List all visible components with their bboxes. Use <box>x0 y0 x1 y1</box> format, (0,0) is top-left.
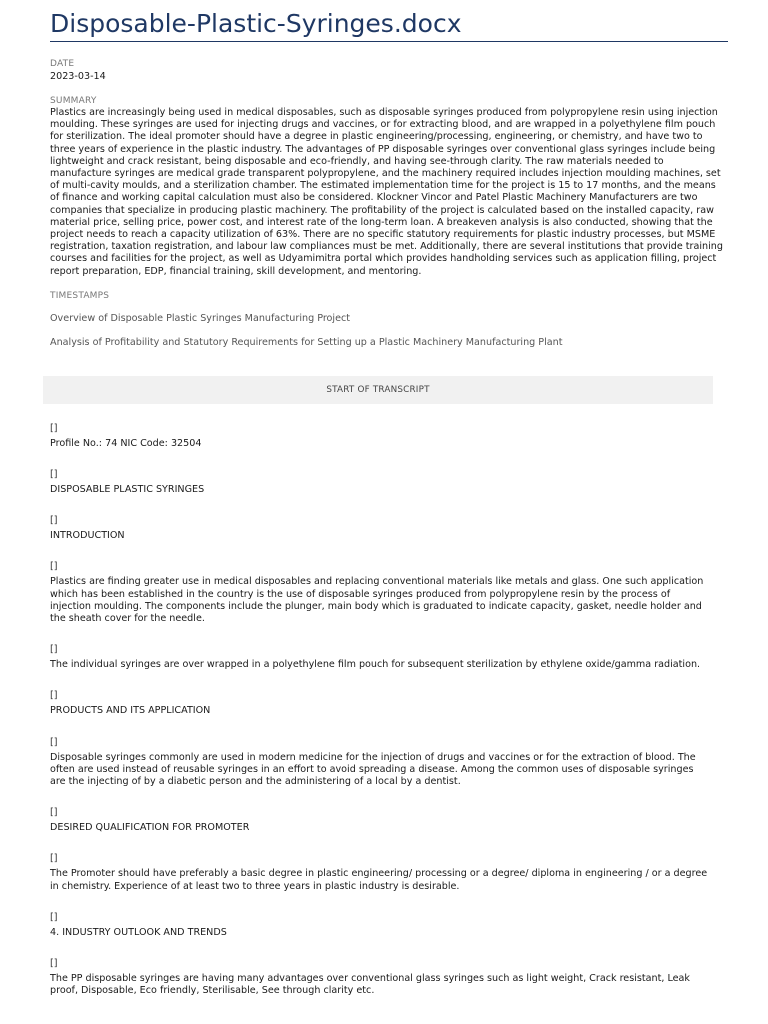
timestamp-item: Overview of Disposable Plastic Syringes Manufacturing Project <box>50 312 351 324</box>
transcript-block <box>50 561 728 625</box>
transcript-block <box>50 515 728 542</box>
transcript-banner-label: START OF TRANSCRIPT <box>326 384 430 395</box>
transcript-block <box>50 853 728 892</box>
block-text: The individual syringes are over wrapped in a polyethylene film pouch for subsequent sterilization by ethylene oxide/gamma radiation. <box>50 659 701 671</box>
block-text: PRODUCTS AND ITS APPLICATION <box>50 705 211 717</box>
transcript-block <box>50 644 728 671</box>
date-label: DATE <box>50 59 75 69</box>
summary-label: SUMMARY <box>50 96 97 106</box>
block-text: Profile No.: 74 NIC Code: 32504 <box>50 437 202 449</box>
block-marker: [] <box>50 853 58 865</box>
block-text: DESIRED QUALIFICATION FOR PROMOTER <box>50 822 250 834</box>
block-marker: [] <box>50 911 58 923</box>
block-text: Plastics are finding greater use in medical disposables and replacing conventional materials like metals and glass. One such application which has been established in the country is the use of disposable syringes produced from polypropylene resin by the process of injection moulding. The components include the plunger, main body which is graduated to indicate capacity, gasket, needle holder and the sheath cover for the needle. <box>50 576 704 625</box>
transcript-body <box>50 423 728 998</box>
transcript-block <box>50 912 728 939</box>
block-marker: [] <box>50 515 58 527</box>
date-value: 2023-03-14 <box>50 71 106 82</box>
transcript-block <box>50 423 728 450</box>
transcript-block <box>50 469 728 496</box>
timestamps-label: TIMESTAMPS <box>50 290 110 301</box>
timestamp-item: Analysis of Profitability and Statutory Requirements for Setting up a Plastic Machinery Manufacturing Plant <box>50 336 563 348</box>
document-title: Disposable-Plastic-Syringes.docx <box>50 0 728 42</box>
transcript-block <box>50 690 728 717</box>
block-marker: [] <box>50 690 58 702</box>
transcript-banner <box>43 376 713 404</box>
block-text: 4. INDUSTRY OUTLOOK AND TRENDS <box>50 926 227 938</box>
transcript-block <box>50 958 728 997</box>
block-text: INTRODUCTION <box>50 530 125 542</box>
block-marker: [] <box>50 958 58 970</box>
block-marker: [] <box>50 736 58 748</box>
transcript-block <box>50 737 728 789</box>
block-text: The PP disposable syringes are having many advantages over conventional glass syringes such as light weight, Crack resistant, Leak proof, Disposable, Eco friendly, Sterilisable, See through clarity etc. <box>50 973 690 997</box>
block-text: DISPOSABLE PLASTIC SYRINGES <box>50 484 205 496</box>
block-text: The Promoter should have preferably a basic degree in plastic engineering/ processing or a degree/ diploma in engineering / or a degree in chemistry. Experience of at least two to three years in plastic industry is desirable. <box>50 868 708 892</box>
transcript-block <box>50 807 728 834</box>
block-text: Disposable syringes commonly are used in modern medicine for the injection of drugs and vaccines or for the extraction of blood. The often are used instead of reusable syringes in an effort to avoid spreading a disease. Among the common uses of disposable syringes are the injecting of by a diabetic person and the administering of a local by a dentist. <box>50 751 696 788</box>
block-marker: [] <box>50 807 58 819</box>
block-marker: [] <box>50 644 58 656</box>
summary-text: Plastics are increasingly being used in medical disposables, such as disposable syringes produced from polypropylene resin using injection moulding. These syringes are used for injecting drugs and vaccines, or for extracting blood, and are wrapped in a polyethylene film pouch for sterilization. The ideal promoter should have a degree in plastic engineering/processing, engineering, or chemistry, and have two to three years of experience in the plastic industry. The advantages of PP disposable syringes over conventional glass syringes include being lightweight and crack resistant, being disposable and eco-friendly, and having see-through clarity. The raw materials needed to manufacture syringes are medical grade transparent polypropylene, and the machinery required includes injection moulding machines, set of multi-cavity moulds, and a sterilization chamber. The estimated implementation time for the project is 15 to 17 months, and the means of finance and working capital calculation must also be considered. Klockner Vincor and Patel Plastic Machinery Manufacturers are two companies that specialize in producing plastic machinery. The profitability of the project is calculated based on the installed capacity, raw material price, selling price, power cost, and interest rate of the long-term loan. A breakeven analysis is also conducted, showing that the project needs to reach a capacity utilization of 63%. There are no specific statutory requirements for plastic industry processes, but MSME registration, taxation registration, and labour law compliances must be met. Additionally, there are several institutions that provide training courses and facilities for the project, as well as Udyamimitra portal which provides handholding services such as application filling, project report preparation, EDP, financial training, skill development, and mentoring. <box>50 107 723 277</box>
block-marker: [] <box>50 561 58 573</box>
block-marker: [] <box>50 469 58 481</box>
block-marker: [] <box>50 422 58 434</box>
